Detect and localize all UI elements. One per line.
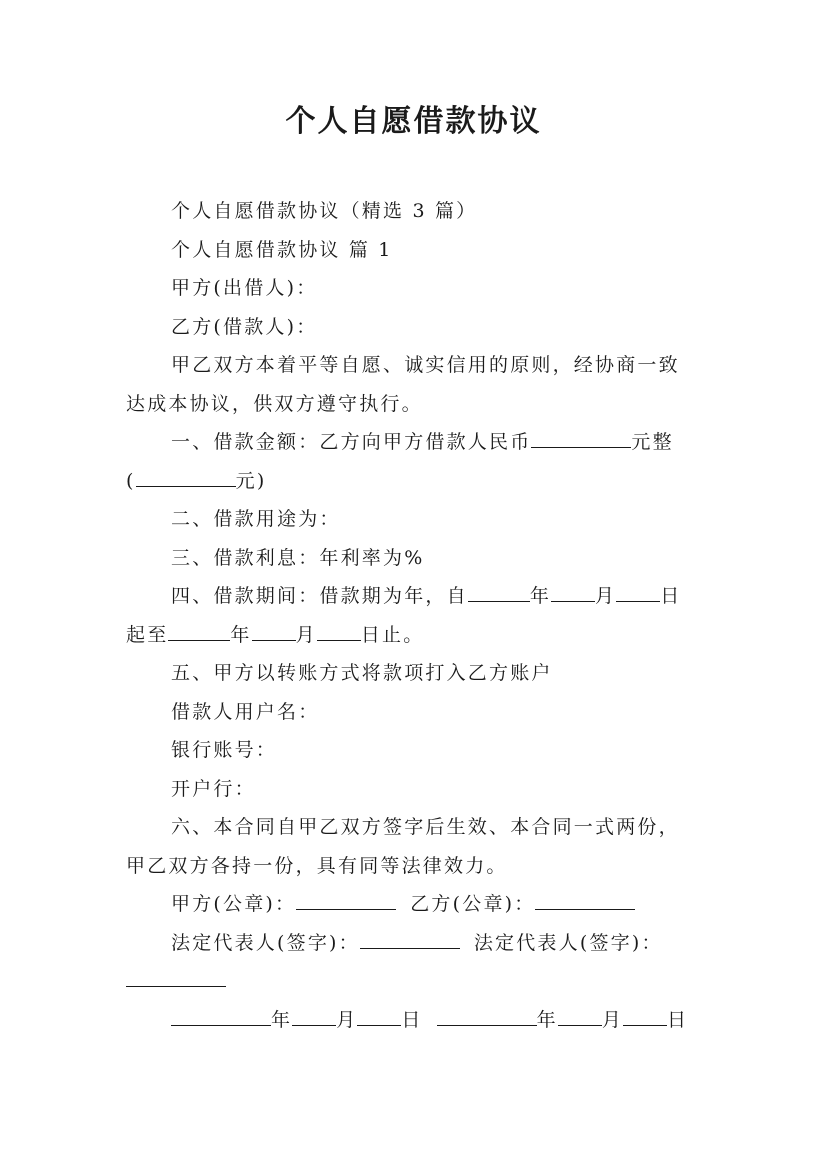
- representative-row: [126, 924, 726, 963]
- year-label: 年: [230, 623, 252, 646]
- day-label: 日: [401, 1008, 423, 1031]
- clause-period-end: [126, 616, 726, 655]
- section-heading: 个人自愿借款协议 篇 1: [171, 238, 393, 261]
- clause-interest: 三、借款利息：年利率为%: [171, 546, 425, 569]
- rep-a-label: 法定代表人(签字)：: [171, 931, 360, 954]
- date-b-month-blank: [558, 1024, 602, 1026]
- seal-b-label: 乙方(公章)：: [410, 893, 536, 915]
- date-row: [126, 1001, 726, 1040]
- date-a-month-blank: [292, 1024, 336, 1026]
- start-year-blank: [468, 600, 530, 602]
- period-end-prefix: 起至: [126, 623, 169, 646]
- month-label: 月: [595, 585, 617, 607]
- day-label: 日: [667, 1008, 689, 1031]
- rep-b-label: 法定代表人(签字)：: [473, 931, 663, 954]
- year-label: 年: [529, 585, 552, 607]
- month-label: 月: [295, 623, 317, 646]
- amount-blank: [531, 446, 631, 448]
- clause-effect-2: 甲乙双方各持一份，具有同等法律效力。: [126, 854, 508, 877]
- seal-b-blank: [535, 908, 635, 910]
- year-label: 年: [536, 1008, 558, 1031]
- document-title: 个人自愿借款协议: [285, 104, 542, 139]
- rep-b-blank: [126, 985, 226, 987]
- month-label: 月: [336, 1008, 358, 1031]
- clause-transfer: 五、甲方以转账方式将款项打入乙方账户: [171, 662, 553, 684]
- clause-purpose: 二、借款用途为：: [171, 508, 341, 530]
- bank-label: 开户行：: [171, 777, 256, 800]
- month-label: 月: [601, 1008, 624, 1031]
- seal-row: [126, 885, 726, 924]
- paren-open: (: [126, 469, 136, 492]
- end-year-blank: [168, 639, 230, 641]
- party-b-label: 乙方(借款人)：: [171, 315, 318, 338]
- intro-line-2: 达成本协议，供双方遵守执行。: [126, 392, 423, 415]
- day-label: 日: [660, 585, 682, 607]
- bank-account-label: 银行账号：: [171, 739, 278, 761]
- paren-close-unit: 元): [235, 469, 267, 492]
- date-b-day-blank: [623, 1024, 667, 1026]
- clause-amount: [126, 423, 726, 462]
- representative-row-cont: [126, 962, 726, 1001]
- start-month-blank: [551, 600, 595, 602]
- period-end-suffix: 日止。: [360, 623, 425, 646]
- end-month-blank: [252, 639, 296, 641]
- start-day-blank: [616, 600, 660, 602]
- year-label: 年: [271, 1008, 293, 1031]
- date-a-day-blank: [357, 1024, 401, 1026]
- amount-figures-blank: [136, 485, 236, 487]
- intro-line-1: 甲乙双方本着平等自愿、诚实信用的原则，经协商一致: [171, 354, 680, 376]
- document-body: [126, 192, 726, 1039]
- clause-period-text: 四、借款期间：借款期为年，自: [171, 585, 468, 607]
- clause-amount-text: 一、借款金额：乙方向甲方借款人民币: [171, 431, 532, 453]
- seal-a-blank: [296, 908, 396, 910]
- clause-amount-figures: [126, 462, 726, 501]
- end-day-blank: [317, 639, 361, 641]
- seal-a-label: 甲方(公章)：: [171, 893, 297, 915]
- rep-a-blank: [360, 947, 460, 949]
- party-a-label: 甲方(出借人)：: [171, 277, 318, 299]
- clause-effect-1: 六、本合同自甲乙双方签字后生效、本合同一式两份，: [171, 816, 680, 838]
- account-name-label: 借款人用户名：: [171, 700, 320, 723]
- date-b-year-blank: [437, 1024, 537, 1026]
- subtitle: 个人自愿借款协议（精选 3 篇）: [171, 200, 478, 222]
- clause-amount-unit: 元整: [631, 431, 674, 453]
- date-a-year-blank: [171, 1024, 271, 1026]
- clause-period: [126, 577, 726, 616]
